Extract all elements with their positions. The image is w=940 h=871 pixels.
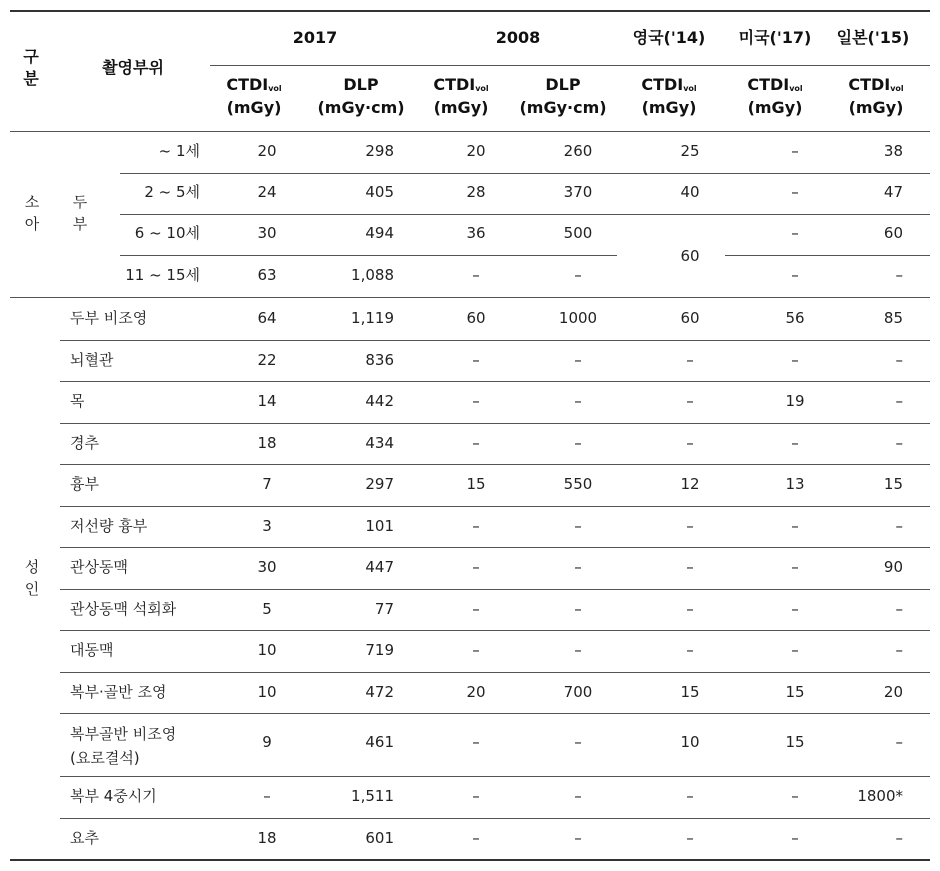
row-separator [60,818,930,819]
adult-row-v2008-ctdi: – [472,392,480,410]
child-row-label: 11 ~ 15세 [125,266,200,284]
subheader-2017-dlp-unit: (mGy·cm) [317,98,405,117]
adult-row-jp: – [895,641,903,659]
header-bottom-rule [10,131,930,132]
adult-row-uk: 15 [680,682,700,701]
group-child-head: 두 부 [72,193,88,233]
subheader-uk-ctdi [641,76,696,98]
adult-row-uk: – [686,558,694,576]
adult-row-v2008-ctdi: – [472,433,480,452]
adult-row-v2017-dlp: 836 [365,350,394,369]
adult-row-label: 관상동맥 석회화 [70,599,177,618]
child-row-jp: 60 [883,224,903,242]
child-row-v2008-dlp: – [574,266,582,284]
ctdi-subscript: vol [268,84,282,93]
child-row-v2017-ctdi: 20 [257,142,277,160]
adult-row-v2017-dlp: 447 [365,558,394,576]
adult-row-uk: – [686,599,694,618]
adult-row-jp: – [895,433,903,452]
adult-row-v2008-ctdi: – [472,733,480,751]
adult-row-v2017-ctdi: 30 [257,558,277,576]
subheader-us-ctdi-unit: (mGy) [747,98,803,117]
adult-row-v2008-dlp: 700 [563,682,593,701]
row-separator [120,214,930,215]
adult-row-v2017-dlp: 472 [365,682,394,701]
subheader-us-ctdi [747,76,802,98]
row-separator [60,630,930,631]
adult-row-us: – [791,350,799,369]
group-adult: 성 인 [24,558,40,598]
group-separator [10,297,930,298]
row-separator [120,255,617,256]
child-row-us: – [791,266,799,284]
adult-row-v2008-dlp: – [574,558,582,576]
adult-row-v2017-ctdi: 18 [257,433,277,452]
adult-row-v2008-ctdi: – [472,599,480,618]
ctdi-text: CTDI [641,75,684,94]
row-separator [60,672,930,673]
adult-row-v2017-dlp: 1,119 [351,309,394,327]
header-us: 미국('17) [738,28,812,47]
adult-row-label: 목 [70,392,85,410]
adult-row-us: 15 [785,682,805,701]
child-row-label: 6 ~ 10세 [134,224,200,242]
adult-row-v2017-ctdi: 10 [257,641,277,659]
adult-row-label: 뇌혈관 [70,350,114,369]
subheader-2008-ctdi [433,76,488,98]
adult-row-label: 경추 [70,433,99,452]
ctdi-subscript: vol [789,84,803,93]
adult-row-v2008-ctdi: 20 [466,682,486,701]
child-row-v2008-ctdi: – [472,266,480,284]
table-top-rule [10,10,930,12]
adult-row-uk: 60 [680,309,700,327]
adult-row-v2008-dlp: – [574,641,582,659]
adult-row-jp: – [895,828,903,847]
group-child: 소 아 [24,193,40,233]
adult-row-label: 복부골반 비조영 (요로결석) [70,725,177,767]
adult-row-label: 대동맥 [70,641,114,659]
adult-row-uk: – [686,350,694,369]
subheader-2008-dlp: DLP [545,75,581,94]
adult-row-v2008-ctdi: – [472,558,480,576]
child-row-v2017-ctdi: 24 [257,183,277,201]
child-row-v2008-dlp: 260 [563,142,593,160]
adult-row-v2008-ctdi: – [472,787,480,805]
adult-row-v2008-ctdi: – [472,350,480,369]
ctdi-subscript: vol [475,84,489,93]
adult-row-v2008-dlp: – [574,828,582,847]
adult-row-v2017-ctdi: 18 [257,828,277,847]
adult-row-v2017-dlp: 77 [374,599,394,618]
child-row-v2017-ctdi: 63 [257,266,277,284]
adult-row-us: – [791,828,799,847]
adult-row-v2017-ctdi: 3 [262,516,272,535]
adult-row-v2017-ctdi: 22 [257,350,277,369]
adult-row-label: 두부 비조영 [70,309,148,327]
adult-row-us: – [791,516,799,535]
child-row-v2017-dlp: 1,088 [351,266,394,284]
adult-row-v2017-dlp: 719 [365,641,394,659]
adult-row-v2017-ctdi: – [263,787,271,805]
child-row-jp: 38 [883,142,903,160]
adult-row-v2017-ctdi: 14 [257,392,277,410]
adult-row-v2008-dlp: – [574,433,582,452]
adult-row-us: – [791,599,799,618]
adult-row-us: 19 [785,392,805,410]
child-uk-merged-cell: 60 [680,247,700,265]
child-row-us: – [791,142,799,160]
ctdi-text: CTDI [226,75,269,94]
child-row-uk: 40 [680,183,700,201]
adult-row-label: 관상동맥 [70,558,128,576]
row-separator [725,255,930,256]
adult-row-uk: – [686,433,694,452]
row-separator [60,340,930,341]
child-row-v2008-ctdi: 36 [466,224,486,242]
header-site: 촬영부위 [102,58,164,77]
subheader-2017-ctdi [226,76,281,98]
adult-row-jp: – [895,392,903,410]
child-row-v2008-ctdi: 20 [466,142,486,160]
adult-row-label: 요추 [70,828,99,847]
adult-row-v2017-dlp: 297 [365,475,394,493]
subheader-jp-ctdi-unit: (mGy) [848,98,904,117]
adult-row-us: 15 [785,733,805,751]
adult-row-v2008-dlp: – [574,599,582,618]
adult-row-jp: – [895,516,903,535]
adult-row-uk: – [686,641,694,659]
ctdi-subscript: vol [683,84,697,93]
row-separator [60,776,930,777]
adult-row-v2017-ctdi: 64 [257,309,277,327]
child-row-v2008-dlp: 370 [563,183,593,201]
adult-row-v2008-dlp: – [574,392,582,410]
child-row-jp: 47 [883,183,903,201]
child-row-v2017-dlp: 494 [365,224,394,242]
adult-row-v2008-ctdi: – [472,641,480,659]
adult-row-v2017-dlp: 101 [365,516,394,535]
adult-row-v2017-dlp: 434 [365,433,394,452]
subheader-2017-ctdi-unit: (mGy) [226,98,282,117]
adult-row-v2008-dlp: – [574,350,582,369]
header-year-2008: 2008 [495,28,541,47]
adult-row-v2017-dlp: 601 [365,828,394,847]
adult-row-label: 복부·골반 조영 [70,682,167,701]
adult-row-us: 13 [785,475,805,493]
adult-row-uk: 10 [680,733,700,751]
child-row-us: – [791,183,799,201]
subheader-2008-ctdi-unit: (mGy) [433,98,489,117]
child-row-v2017-dlp: 298 [365,142,394,160]
adult-row-v2008-ctdi: – [472,828,480,847]
child-row-v2008-dlp: 500 [563,224,593,242]
adult-row-v2017-ctdi: 9 [262,733,272,751]
header-jp: 일본('15) [836,28,910,47]
subheader-2017-dlp: DLP [343,75,379,94]
child-row-v2008-ctdi: 28 [466,183,486,201]
adult-row-us: – [791,433,799,452]
adult-row-label: 저선량 흉부 [70,516,148,535]
adult-row-jp: 1800* [857,787,903,805]
ctdi-subscript: vol [890,84,904,93]
adult-row-v2008-dlp: 1000 [558,309,598,327]
adult-row-v2008-dlp: – [574,733,582,751]
adult-row-v2008-ctdi: 60 [466,309,486,327]
subheader-2008-dlp-unit: (mGy·cm) [519,98,607,117]
ctdi-text: CTDI [747,75,790,94]
subheader-jp-ctdi [848,76,903,98]
adult-row-us: – [791,641,799,659]
adult-row-us: 56 [785,309,805,327]
header-group: 구 분 [23,47,39,88]
adult-row-v2017-ctdi: 5 [262,599,272,618]
row-separator [120,173,930,174]
child-row-uk: 25 [680,142,700,160]
adult-row-uk: – [686,392,694,410]
adult-row-label: 흉부 [70,475,99,493]
adult-row-v2017-ctdi: 7 [262,475,272,493]
adult-row-uk: 12 [680,475,700,493]
adult-row-jp: 85 [883,309,903,327]
child-row-label: ~ 1세 [158,142,200,160]
adult-row-v2008-ctdi: – [472,516,480,535]
row-separator [60,547,930,548]
adult-row-uk: – [686,828,694,847]
row-separator [60,506,930,507]
child-row-us: – [791,224,799,242]
adult-row-v2008-dlp: 550 [563,475,593,493]
row-separator [60,381,930,382]
adult-row-jp: 90 [883,558,903,576]
child-row-jp: – [895,266,903,284]
row-separator [60,713,930,714]
header-uk: 영국('14) [632,28,706,47]
adult-row-jp: – [895,733,903,751]
adult-row-v2017-dlp: 1,511 [351,787,394,805]
adult-row-v2017-dlp: 442 [365,392,394,410]
adult-row-jp: 20 [883,682,903,701]
adult-row-jp: – [895,350,903,369]
adult-row-v2008-dlp: – [574,516,582,535]
subheader-uk-ctdi-unit: (mGy) [641,98,697,117]
child-row-label: 2 ~ 5세 [144,183,200,201]
header-year-2017: 2017 [292,28,338,47]
adult-row-jp: 15 [883,475,903,493]
child-row-v2017-dlp: 405 [365,183,394,201]
table-bottom-rule [10,859,930,861]
ctdi-text: CTDI [848,75,891,94]
adult-row-uk: – [686,787,694,805]
adult-row-us: – [791,787,799,805]
row-separator [60,464,930,465]
adult-row-jp: – [895,599,903,618]
row-separator [60,423,930,424]
adult-row-uk: – [686,516,694,535]
adult-row-us: – [791,558,799,576]
adult-row-v2008-dlp: – [574,787,582,805]
ctdi-text: CTDI [433,75,476,94]
adult-row-v2017-ctdi: 10 [257,682,277,701]
child-row-v2017-ctdi: 30 [257,224,277,242]
row-separator [60,589,930,590]
adult-row-label: 복부 4중시기 [70,787,157,805]
adult-row-v2008-ctdi: 15 [466,475,486,493]
header-sub-rule [210,65,930,66]
adult-row-v2017-dlp: 461 [365,733,394,751]
